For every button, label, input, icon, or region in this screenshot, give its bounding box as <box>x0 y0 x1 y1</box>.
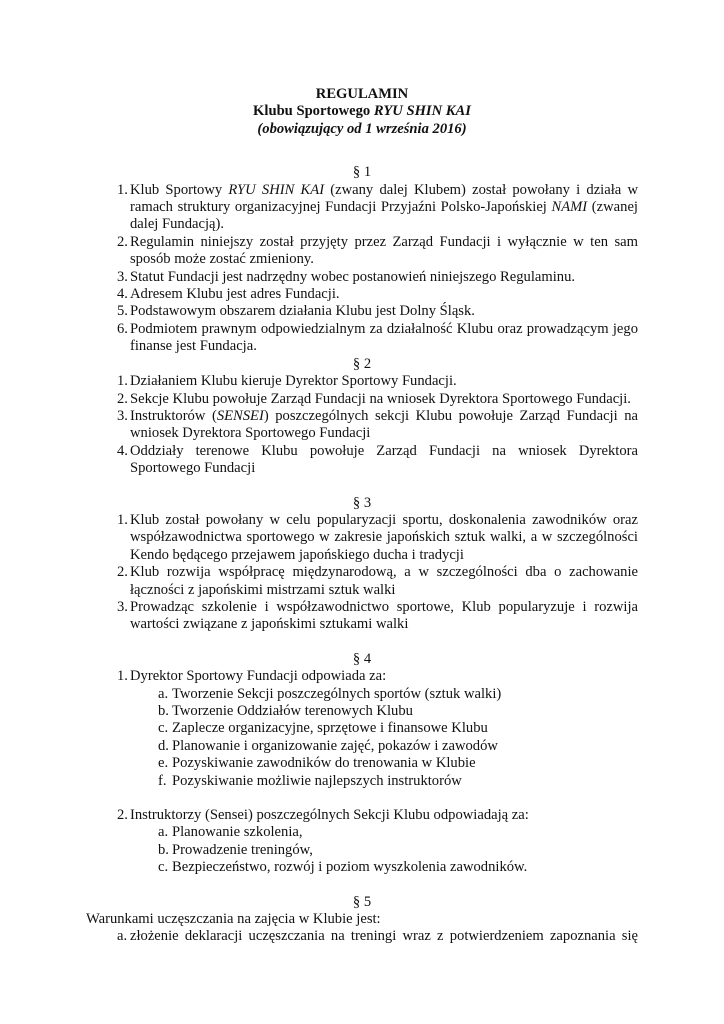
item-text: Statut Fundacji jest nadrzędny wobec postanowień niniejszego Regulaminu. <box>130 268 576 285</box>
sub-item-letter-text: e. <box>158 755 169 772</box>
section-3-list <box>86 512 638 634</box>
item-number <box>86 599 130 634</box>
item-number-text: 6. <box>117 320 128 337</box>
list-item <box>86 668 638 685</box>
item-number-text: 1. <box>117 373 128 390</box>
list-item <box>86 321 638 356</box>
list-item <box>86 182 638 234</box>
item-text: Klub rozwija współpracę międzynarodową, a w szczególności dba o zachowanie łączności z japońskimi mistrzami sztuk walki <box>130 564 638 598</box>
list-item <box>86 807 638 824</box>
sub-item-text: Planowanie szkolenia, <box>172 824 303 841</box>
item-text: Instruktorzy (Sensei) poszczególnych Sekcji Klubu odpowiadają za: <box>130 807 529 824</box>
list-item <box>86 512 638 564</box>
sub-list-item <box>86 755 638 772</box>
document-subtitle <box>86 103 638 120</box>
section-5-heading: § 5 <box>352 893 372 910</box>
list-item <box>86 564 638 599</box>
item-number <box>86 391 130 408</box>
item-letter-text: a. <box>117 928 128 945</box>
item-number <box>86 668 130 685</box>
item-number-text: 2. <box>117 807 128 824</box>
item-number-text: 4. <box>117 286 128 303</box>
text-part: (zwany dalej Klubem) został powołany i działa w ramach struktury organizacyjnej Fundacji Przyjaźni Polsko-Japońskiej <box>130 181 638 216</box>
sub-item-text: Zaplecze organizacyjne, sprzętowe i finansowe Klubu <box>172 720 488 737</box>
item-number-text: 1. <box>117 668 128 685</box>
foundation-name: NAMI <box>551 199 588 216</box>
effective-date-text: (obowiązujący od 1 września 2016) <box>257 120 467 137</box>
item-text: Dyrektor Sportowy Fundacji odpowiada za: <box>130 668 387 685</box>
list-item <box>86 269 638 286</box>
sub-item-letter <box>86 720 172 737</box>
sub-item-letter <box>86 773 172 790</box>
sub-item-text: Tworzenie Oddziałów terenowych Klubu <box>172 703 413 719</box>
list-item <box>86 408 638 443</box>
list-item <box>86 599 638 634</box>
text-part: ) poszczególnych sekcji Klubu powołuje Zarząd Fundacji na wniosek Dyrektora Sportowego Fundacji <box>130 407 638 442</box>
item-text <box>130 182 638 234</box>
text-part: Instruktorów ( <box>130 407 217 424</box>
item-number <box>86 182 130 234</box>
sub-list-item <box>86 842 638 859</box>
sub-item-letter <box>86 842 172 859</box>
item-number-text: 5. <box>117 303 128 320</box>
sub-list-item <box>86 738 638 755</box>
section-4-heading: § 4 <box>352 650 372 667</box>
section-2-list <box>86 373 638 477</box>
sub-item-letter-text: a. <box>158 685 169 702</box>
sub-item-letter <box>86 859 172 876</box>
section-4-list <box>86 668 638 876</box>
text-part: (zwanej dalej Fundacją). <box>130 199 638 233</box>
sub-item-letter-text: a. <box>158 824 169 841</box>
section-2-heading: § 2 <box>352 355 372 372</box>
sub-item-text: Pozyskiwanie możliwie najlepszych instruktorów <box>172 772 462 789</box>
item-number-text: 3. <box>117 268 128 285</box>
sub-item-text: Tworzenie Sekcji poszczególnych sportów (sztuk walki) <box>172 685 502 702</box>
sub-item-text: Prowadzenie treningów, <box>172 841 313 858</box>
item-number-text: 1. <box>117 181 128 198</box>
sub-item-letter-text: b. <box>158 703 169 719</box>
item-text <box>130 408 638 443</box>
item-number <box>86 564 130 599</box>
subtitle-prefix: Klubu Sportowego <box>253 103 374 120</box>
list-item <box>86 373 638 390</box>
item-number-text: 4. <box>117 442 128 459</box>
sub-item-letter-text: c. <box>158 720 169 737</box>
list-item <box>86 443 638 478</box>
document-title: REGULAMIN <box>315 86 409 102</box>
section-1-heading: § 1 <box>352 164 372 181</box>
sub-item-letter <box>86 824 172 841</box>
item-number-text: 2. <box>117 390 128 407</box>
document-content <box>86 86 638 946</box>
item-text: złożenie deklaracji uczęszczania na treningi wraz z potwierdzeniem zapoznania się <box>130 928 638 945</box>
club-name: RYU SHIN KAI <box>373 103 471 120</box>
item-text: Oddziały terenowe Klubu powołuje Zarząd Fundacji na wniosek Dyrektora Sportowego Fundacji <box>130 442 638 477</box>
sub-item-letter-text: c. <box>158 859 169 876</box>
effective-date <box>86 121 638 138</box>
list-item <box>86 391 638 408</box>
sub-item-letter <box>86 703 172 720</box>
sub-list-item <box>86 686 638 703</box>
sub-item-letter-text: b. <box>158 841 169 858</box>
item-text: Prowadząc szkolenie i współzawodnictwo sportowe, Klub popularyzuje i rozwija wartości związane z japońskimi sztukami walki <box>130 598 638 633</box>
text-part: Klub Sportowy <box>130 181 229 198</box>
sub-list-item <box>86 773 638 790</box>
sub-item-text: Planowanie i organizowanie zajęć, pokazów i zawodów <box>172 737 498 754</box>
sub-list-item <box>86 703 638 720</box>
item-number-text: 2. <box>117 564 128 581</box>
sub-list-item <box>86 859 638 876</box>
item-text: Sekcje Klubu powołuje Zarząd Fundacji na wniosek Dyrektora Sportowego Fundacji. <box>130 390 631 407</box>
sub-item-letter-text: f. <box>158 772 167 789</box>
item-number <box>86 408 130 443</box>
item-number-text: 2. <box>117 233 128 250</box>
item-number-text: 1. <box>117 511 128 528</box>
club-name: RYU SHIN KAI <box>228 181 325 198</box>
list-item <box>86 928 638 945</box>
item-number <box>86 373 130 390</box>
list-item <box>86 286 638 303</box>
section-1-list <box>86 182 638 356</box>
sensei-term: SENSEI <box>216 407 264 424</box>
list-item <box>86 234 638 269</box>
item-number <box>86 807 130 824</box>
item-text: Adresem Klubu jest adres Fundacji. <box>130 286 340 303</box>
item-text: Podmiotem prawnym odpowiedzialnym za działalność Klubu oraz prowadzącym jego finanse jest Fundacja. <box>130 320 638 355</box>
sub-item-letter <box>86 686 172 703</box>
item-number-text: 3. <box>117 407 128 424</box>
list-item <box>86 303 638 320</box>
sub-list-item <box>86 720 638 737</box>
item-text: Działaniem Klubu kieruje Dyrektor Sportowy Fundacji. <box>130 373 457 390</box>
item-number <box>86 269 130 286</box>
sub-list-item <box>86 824 638 841</box>
item-letter <box>86 928 130 945</box>
item-number <box>86 234 130 269</box>
sub-item-letter-text: d. <box>158 737 169 754</box>
sub-item-letter <box>86 738 172 755</box>
item-text: Klub został powołany w celu popularyzacji sportu, doskonalenia zawodników oraz współzawodnictwa sportowego w zakresie japońskich sztuk walki, a w szczególności Kendo będącego przejawem japońskiego ducha i tradycji <box>130 511 638 563</box>
item-number <box>86 321 130 356</box>
sub-item-text: Bezpieczeństwo, rozwój i poziom wyszkolenia zawodników. <box>172 859 528 876</box>
item-number-text: 3. <box>117 598 128 615</box>
sub-item-text: Pozyskiwanie zawodników do trenowania w Klubie <box>172 755 476 772</box>
item-number <box>86 443 130 478</box>
item-number <box>86 286 130 303</box>
item-text: Podstawowym obszarem działania Klubu jest Dolny Śląsk. <box>130 303 475 320</box>
item-number <box>86 303 130 320</box>
section-3-heading: § 3 <box>352 494 372 511</box>
item-number <box>86 512 130 564</box>
section-5-intro: Warunkami uczęszczania na zajęcia w Klubie jest: <box>86 911 381 928</box>
sub-item-letter <box>86 755 172 772</box>
item-text: Regulamin niniejszy został przyjęty przez Zarząd Fundacji i wyłącznie w ten sam sposób może zostać zmieniony. <box>130 233 638 268</box>
